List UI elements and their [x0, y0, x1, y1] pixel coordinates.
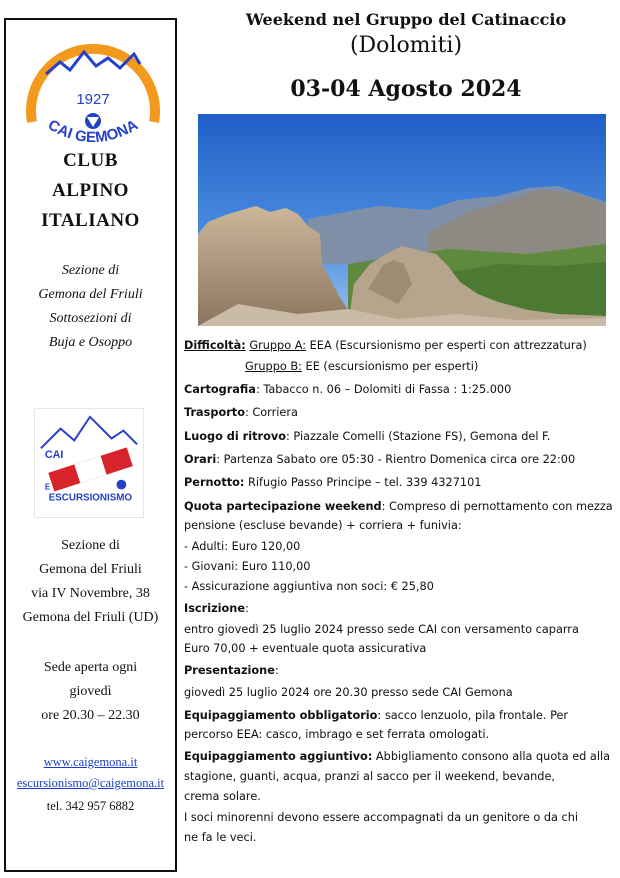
address-line-2: Gemona del Friuli: [39, 562, 142, 577]
trasporto-text: : Corriera: [244, 406, 298, 419]
hours-line-1: Sede aperta ogni: [43, 660, 138, 675]
cartografia-text: : Tabacco n. 06 – Dolomiti di Fassa : 1:25.000: [255, 383, 512, 396]
pernotto-line: [184, 476, 614, 490]
trasporto-line: [184, 406, 614, 420]
phone-number: tel. 342 957 6882: [46, 799, 135, 813]
adulti-line: - Adulti: Euro 120,00: [184, 540, 301, 553]
logo-name: CAI GEMONA: [45, 116, 141, 147]
quota-text: : Compreso di pernottamento con mezza: [381, 500, 613, 513]
email-link[interactable]: escursionismo@caigemona.it: [16, 776, 165, 790]
ritrovo-label: Luogo di ritrovo: [184, 430, 286, 443]
gruppo-b-label: Gruppo B:: [245, 360, 302, 373]
cartografia-label: Cartografia: [184, 383, 256, 396]
equip-obbl-text: : sacco lenzuolo, pila frontale. Per: [377, 709, 569, 722]
quota-line: [184, 500, 614, 514]
equip-agg-line: [184, 750, 614, 764]
equip-agg-label: Equipaggiamento aggiuntivo:: [184, 750, 373, 763]
event-dates: 03-04 Agosto 2024: [290, 76, 522, 102]
cai-gemona-logo: [22, 24, 164, 152]
svg-text:CAI: CAI: [44, 449, 64, 462]
club-line-1: CLUB: [63, 150, 118, 171]
address-line-3: via IV Novembre, 38: [31, 586, 150, 601]
iscrizione-label: Iscrizione: [184, 602, 245, 615]
orari-line: [184, 453, 614, 467]
iscrizione-line-1: entro giovedì 25 luglio 2024 presso sede CAI con versamento caparra: [184, 623, 579, 636]
ritrovo-line: [184, 430, 614, 444]
svg-text:ESCURSIONISMO: ESCURSIONISMO: [48, 492, 133, 504]
cai-emblem-icon: [85, 113, 101, 129]
gruppo-a-label: Gruppo A:: [249, 339, 307, 352]
dolomites-photo: [198, 114, 606, 326]
equip-agg-text: Abbigliamento consono alla quota ed alla: [372, 750, 611, 763]
orari-text: : Partenza Sabato ore 05:30 - Rientro Domenica circa ore 22:00: [216, 453, 576, 466]
assicurazione-line: - Assicurazione aggiuntiva non soci: € 25,80: [184, 580, 434, 593]
logo-year: 1927: [76, 91, 110, 108]
section-line-3: Sottosezioni di: [49, 311, 132, 326]
giovani-line: - Giovani: Euro 110,00: [184, 560, 311, 573]
equip-obbl-line: [184, 709, 614, 723]
presentazione-label: Presentazione: [184, 664, 275, 677]
orari-label: Orari: [184, 453, 217, 466]
minorenni-line-2: ne fa le veci.: [184, 831, 257, 844]
ritrovo-text: : Piazzale Comelli (Stazione FS), Gemona del F.: [285, 430, 551, 443]
hours-line-2: giovedì: [69, 684, 112, 699]
iscrizione-line-2: Euro 70,00 + eventuale quota assicurativa: [184, 642, 427, 655]
equip-agg-line-2: stagione, guanti, acqua, pranzi al sacco per il weekend, bevande,: [184, 770, 555, 783]
minorenni-line-1: I soci minorenni devono essere accompagnati da un genitore o da chi: [184, 811, 579, 824]
quota-line-2: pensione (escluse bevande) + corriera + funivia:: [184, 519, 462, 532]
presentazione-heading: Presentazione:: [184, 664, 279, 677]
page-subtitle: (Dolomiti): [349, 33, 463, 58]
escursionismo-logo: [34, 408, 144, 518]
equip-obbl-label: Equipaggiamento obbligatorio: [184, 709, 378, 722]
club-line-3: ITALIANO: [41, 210, 140, 231]
pernotto-text: Rifugio Passo Principe – tel. 339 4327101: [244, 476, 482, 489]
website-link[interactable]: www.caigemona.it: [43, 755, 138, 769]
address-line-4: Gemona del Friuli (UD): [22, 610, 159, 625]
svg-text:E: E: [44, 482, 51, 492]
pernotto-label: Pernotto:: [184, 476, 245, 489]
address-line-1: Sezione di: [61, 538, 120, 553]
section-line-4: Buja e Osoppo: [48, 335, 133, 350]
sidebar: [4, 18, 177, 872]
quota-label: Quota partecipazione weekend: [184, 500, 382, 513]
cartografia-line: [184, 383, 614, 397]
page-title: Weekend nel Gruppo del Catinaccio: [245, 10, 567, 29]
hours-line-3: ore 20.30 – 22.30: [41, 708, 140, 723]
gruppo-b-line: [245, 360, 620, 374]
gruppo-a-text: EEA (Escursionismo per esperti con attrezzatura): [306, 339, 587, 352]
club-line-2: ALPINO: [52, 180, 129, 201]
section-line-1: Sezione di: [61, 263, 120, 278]
section-line-2: Gemona del Friuli: [38, 287, 143, 302]
iscrizione-heading: Iscrizione:: [184, 602, 249, 615]
equip-obbl-line-2: percorso EEA: casco, imbrago e set ferrata omologati.: [184, 728, 490, 741]
presentazione-line: giovedì 25 luglio 2024 ore 20.30 presso sede CAI Gemona: [184, 686, 513, 699]
difficolta-line: [184, 339, 614, 353]
trasporto-label: Trasporto: [184, 406, 245, 419]
difficolta-label: Difficoltà:: [184, 339, 246, 352]
equip-agg-line-3: crema solare.: [184, 790, 261, 803]
gruppo-b-text: EE (escursionismo per esperti): [301, 360, 479, 373]
